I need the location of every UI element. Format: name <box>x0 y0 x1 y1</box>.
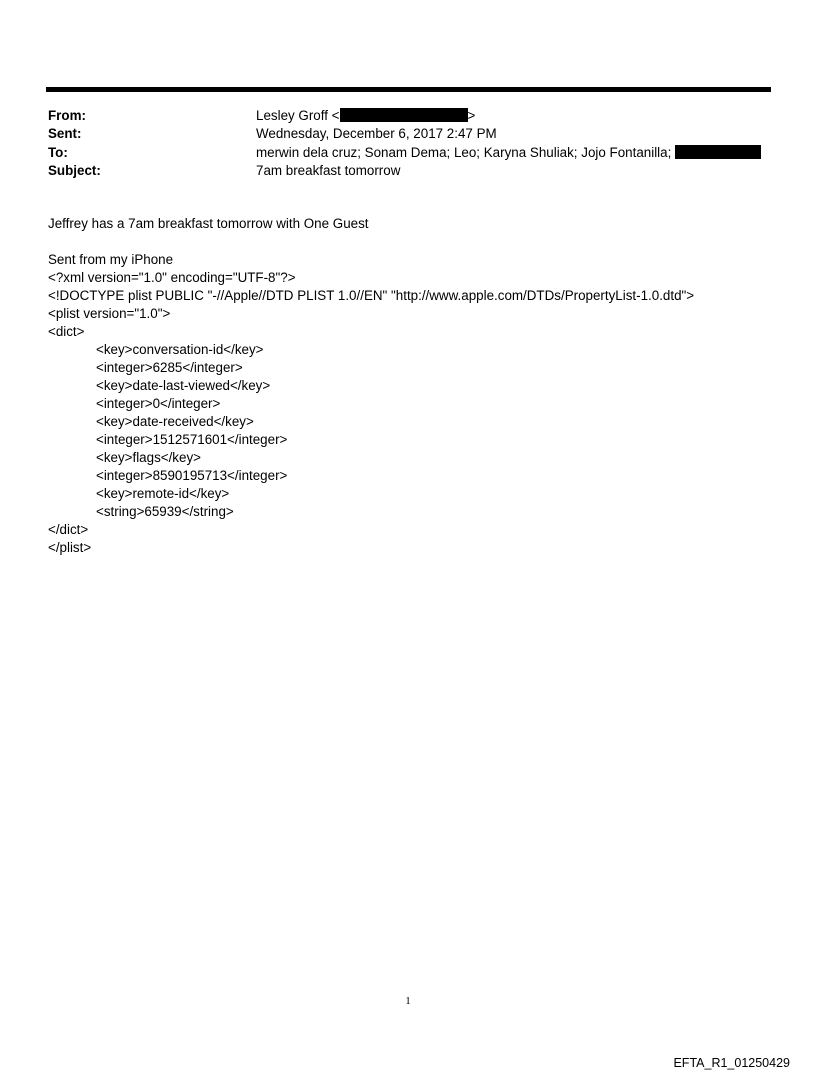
signature-text: Sent from my iPhone <box>48 252 174 267</box>
email-body <box>48 215 788 557</box>
to-row <box>48 144 778 162</box>
plist-entry: <key>date-last-viewed</key> <box>96 378 271 393</box>
plist-entry: <string>65939</string> <box>96 504 234 519</box>
sent-value: Wednesday, December 6, 2017 2:47 PM <box>256 126 497 142</box>
doctype-line: <!DOCTYPE plist PUBLIC "-//Apple//DTD PLIST 1.0//EN" "http://www.apple.com/DTDs/PropertyList-1.0.dtd"> <box>48 288 695 303</box>
from-close: > <box>467 108 476 123</box>
sent-row <box>48 125 778 143</box>
plist-entry: <integer>8590195713</integer> <box>96 468 288 483</box>
plist-entry: <key>conversation-id</key> <box>96 342 264 357</box>
subject-value: 7am breakfast tomorrow <box>256 162 401 178</box>
plist-entry: <integer>0</integer> <box>96 396 221 411</box>
to-value <box>256 144 761 162</box>
subject-label: Subject: <box>48 162 101 178</box>
dict-open-line: <dict> <box>48 324 85 339</box>
from-label: From: <box>48 108 86 123</box>
sent-label: Sent: <box>48 126 82 142</box>
plist-entry: <key>date-received</key> <box>96 414 254 429</box>
plist-entry: <key>remote-id</key> <box>96 486 230 501</box>
header-rule <box>46 87 771 92</box>
message-text: Jeffrey has a 7am breakfast tomorrow with One Guest <box>48 216 369 231</box>
plist-entry: <key>flags</key> <box>96 450 201 465</box>
xml-declaration: <?xml version="1.0" encoding="UTF-8"?> <box>48 270 296 285</box>
plist-close-line: </plist> <box>48 540 92 555</box>
dict-close-line: </dict> <box>48 522 89 537</box>
redaction-box <box>675 145 761 159</box>
bates-number: EFTA_R1_01250429 <box>673 1056 790 1070</box>
spacer <box>48 233 788 251</box>
from-name: Lesley Groff < <box>256 108 340 123</box>
page-number: 1 <box>405 995 411 1007</box>
from-value <box>256 107 475 125</box>
plist-entry: <integer>1512571601</integer> <box>96 432 288 447</box>
subject-row <box>48 162 778 180</box>
plist-entry: <integer>6285</integer> <box>96 360 243 375</box>
to-recipients: merwin dela cruz; Sonam Dema; Leo; Karyna Shuliak; Jojo Fontanilla; <box>256 144 672 160</box>
to-label: To: <box>48 144 68 160</box>
plist-open-line: <plist version="1.0"> <box>48 306 171 321</box>
email-header <box>48 107 778 180</box>
from-row <box>48 107 778 125</box>
redaction-box <box>340 108 468 122</box>
